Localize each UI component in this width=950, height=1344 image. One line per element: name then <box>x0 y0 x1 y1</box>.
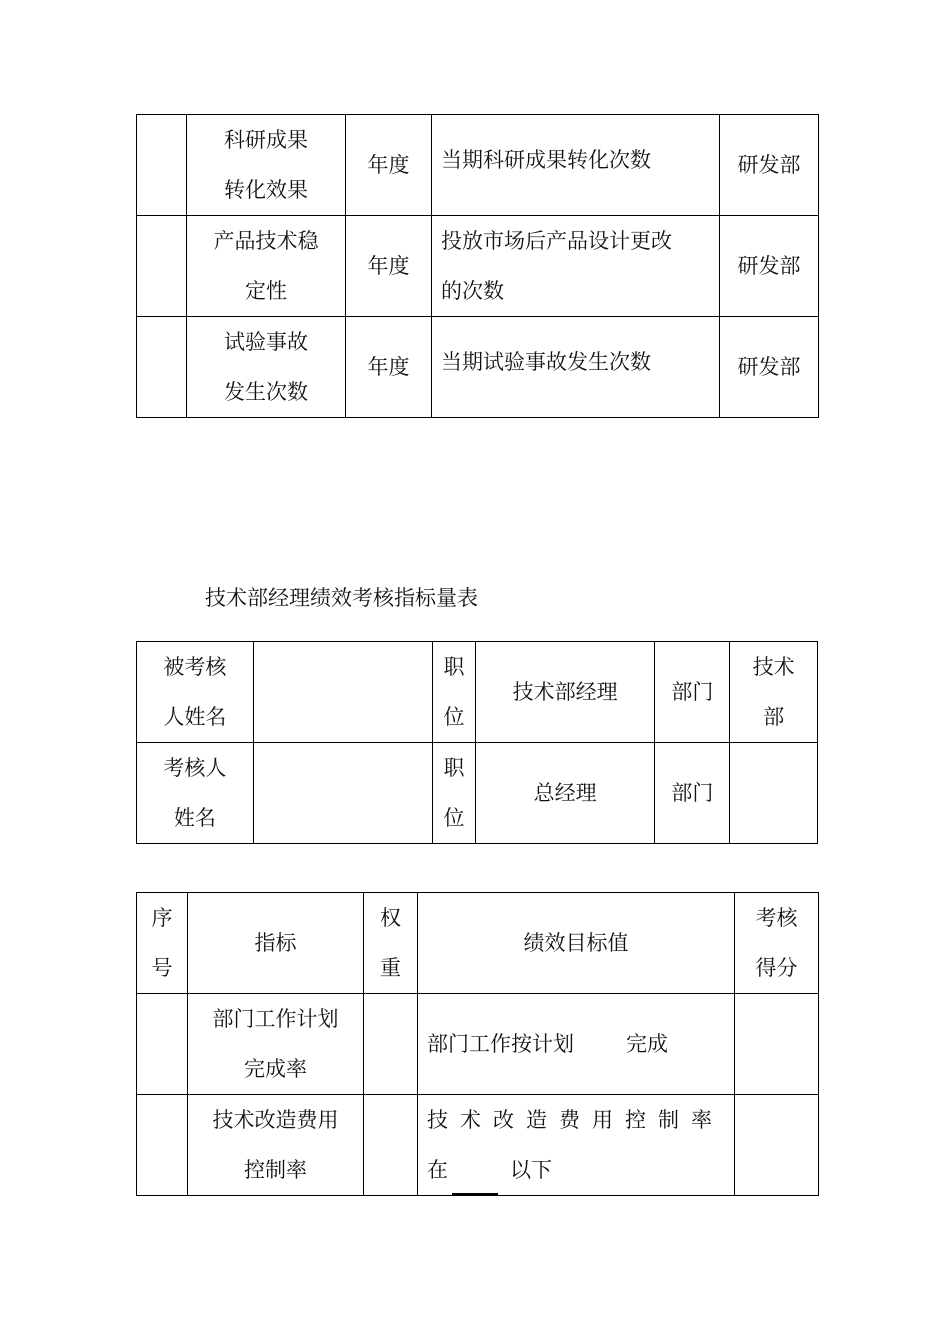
position-label: 职 位 <box>433 743 476 844</box>
table-row <box>137 317 819 418</box>
row-index-cell <box>137 216 187 317</box>
department-cell: 研发部 <box>720 115 819 216</box>
target-cell <box>418 994 735 1095</box>
rd-metrics-table <box>136 114 819 418</box>
definition-line: 的次数 <box>441 279 504 303</box>
target-text: 部门工作按计划 <box>427 1032 574 1056</box>
target-line: 技术改造费用控制率 <box>427 1108 724 1132</box>
metric-cell: 技术改造费用 控制率 <box>188 1095 364 1196</box>
row-index-cell <box>137 994 188 1095</box>
period-cell: 年度 <box>346 115 432 216</box>
department-label: 部门 <box>655 743 730 844</box>
definition-cell <box>432 115 720 216</box>
department-cell: 研发部 <box>720 317 819 418</box>
assessor-name-label: 考核人 姓名 <box>137 743 254 844</box>
assessee-name-label: 被考核 人姓名 <box>137 642 254 743</box>
score-cell <box>735 1095 819 1196</box>
kpi-table <box>136 892 819 1196</box>
definition-line: 当期试验事故发生次数 <box>441 350 651 374</box>
metric-cell <box>187 115 346 216</box>
definition-line: 投放市场后产品设计更改 <box>441 229 672 253</box>
department-value <box>730 743 818 844</box>
metric-cell: 部门工作计划 完成率 <box>188 994 364 1095</box>
header-weight: 权 重 <box>364 893 418 994</box>
department-label: 部门 <box>655 642 730 743</box>
position-value: 总经理 <box>475 743 654 844</box>
table-row <box>137 642 818 743</box>
header-index: 序 号 <box>137 893 188 994</box>
department-cell: 研发部 <box>720 216 819 317</box>
target-cell <box>418 1095 735 1196</box>
position-value: 技术部经理 <box>475 642 654 743</box>
table-row <box>137 216 819 317</box>
definition-cell <box>432 317 720 418</box>
definition-cell <box>432 216 720 317</box>
target-text-suffix: 完成 <box>626 1032 668 1056</box>
header-target: 绩效目标值 <box>418 893 735 994</box>
metric-cell <box>187 317 346 418</box>
table-row <box>137 743 818 844</box>
weight-cell <box>364 1095 418 1196</box>
metric-line: 发生次数 <box>224 380 308 404</box>
row-index-cell <box>137 115 187 216</box>
metric-cell <box>187 216 346 317</box>
row-index-cell <box>137 1095 188 1196</box>
period-cell: 年度 <box>346 317 432 418</box>
header-metric: 指标 <box>188 893 364 994</box>
table-row <box>137 994 819 1095</box>
fill-in-blank <box>452 1163 498 1195</box>
metric-line: 转化效果 <box>224 178 308 202</box>
row-index-cell <box>137 317 187 418</box>
section-title: 技术部经理绩效考核指标量表 <box>205 586 478 610</box>
target-line: 在 以下 <box>427 1145 734 1195</box>
table-row <box>137 1095 819 1196</box>
definition-line: 当期科研成果转化次数 <box>441 148 651 172</box>
position-label: 职 位 <box>433 642 476 743</box>
header-score: 考核 得分 <box>735 893 819 994</box>
table-header-row <box>137 893 819 994</box>
metric-line: 试验事故 <box>224 330 308 354</box>
assessee-info-table <box>136 641 818 844</box>
weight-cell <box>364 994 418 1095</box>
metric-line: 定性 <box>245 279 287 303</box>
table-row <box>137 115 819 216</box>
score-cell <box>735 994 819 1095</box>
period-cell: 年度 <box>346 216 432 317</box>
assessee-name-value <box>253 642 432 743</box>
metric-line: 科研成果 <box>224 128 308 152</box>
assessor-name-value <box>253 743 432 844</box>
department-value: 技术 部 <box>730 642 818 743</box>
metric-line: 产品技术稳 <box>213 229 319 253</box>
